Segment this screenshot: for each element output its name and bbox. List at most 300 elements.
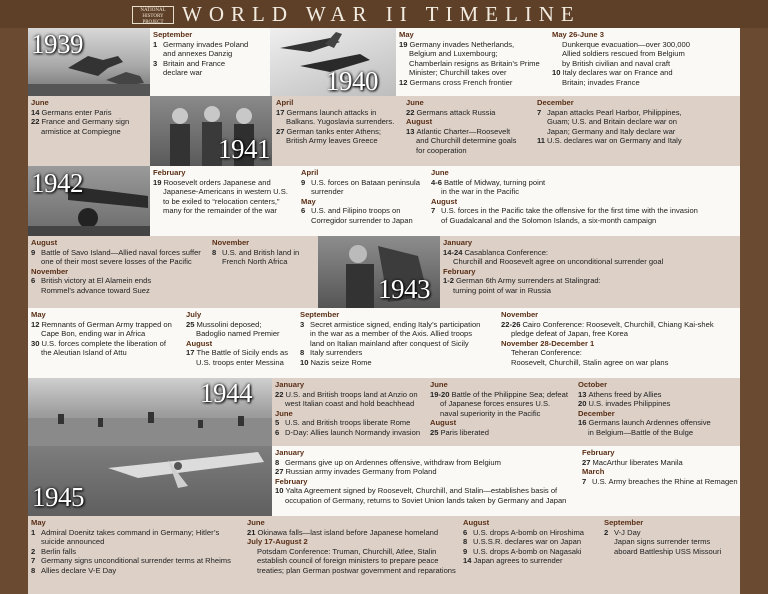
event-text: treaties; plan German postwar government and reparations [257, 565, 456, 575]
event-row [31, 566, 245, 576]
event-row [275, 458, 581, 468]
event-row [430, 399, 576, 409]
event-text: Germans enter Paris [41, 107, 112, 117]
event-date [247, 556, 257, 566]
event-row [31, 127, 149, 137]
event-row [186, 320, 298, 330]
event-text: turning point of war in Russia [453, 285, 551, 295]
event-date: 27 [275, 467, 284, 477]
event-row [275, 399, 429, 409]
event-block-1940-dunkerque [552, 30, 738, 88]
event-text: Remnants of German Army trapped on [41, 319, 172, 329]
event-text: Chamberlain resigns as Britain’s Prime [409, 58, 540, 68]
event-date: 6 [463, 527, 468, 537]
event-text: of Japanese forces ensures U.S. [440, 399, 551, 409]
event-text: Japanese-Americans in western U.S. [163, 187, 288, 197]
event-text: Minister; Churchill takes over [409, 68, 507, 78]
event-date: 10 [552, 68, 561, 78]
event-date [501, 358, 511, 368]
event-date: 9 [301, 177, 306, 187]
event-row [301, 216, 429, 226]
event-text: in the war in the Pacific [441, 187, 520, 197]
event-text: Admiral Doenitz takes command in Germany; Hitler’s [41, 527, 220, 537]
event-row [276, 127, 404, 137]
month-label: May [301, 196, 316, 206]
event-block-1943-nov [501, 310, 738, 368]
event-text: Roosevelt orders Japanese and [163, 177, 271, 187]
event-row [501, 320, 738, 330]
event-row [578, 418, 738, 428]
event-date [604, 537, 614, 547]
event-text: Germans cross French frontier [409, 77, 513, 87]
month-label: August [463, 518, 490, 527]
month-label: November [501, 310, 539, 319]
event-text: Potsdam Conference: Truman, Churchill, Atlee, Stalin [257, 546, 437, 556]
month-label: November [212, 238, 250, 247]
event-row [552, 68, 738, 78]
event-row [431, 206, 737, 216]
event-row [186, 358, 298, 368]
event-date: 10 [275, 486, 284, 496]
event-row [463, 528, 603, 538]
month-label: June [275, 408, 293, 418]
event-date: 22-26 [501, 319, 521, 329]
event-date: 17 [186, 348, 195, 358]
event-date [552, 40, 562, 50]
event-row [31, 286, 211, 296]
event-row [463, 547, 603, 557]
event-text: U.S. drops A-bomb on Hiroshima [473, 527, 584, 537]
month-label: July [186, 310, 202, 319]
month-label: May [399, 30, 414, 39]
month-label: January [275, 380, 305, 389]
event-date: 9 [31, 247, 36, 257]
event-date [247, 547, 257, 557]
event-date [537, 117, 547, 127]
event-text: Secret armistice signed, ending Italy’s participation [310, 319, 481, 329]
event-row [552, 49, 738, 59]
event-date [406, 136, 416, 146]
event-row [153, 40, 268, 50]
photo-1944 [28, 378, 272, 446]
event-text: MacArthur liberates Manila [592, 457, 683, 467]
event-date: 6 [275, 427, 280, 437]
event-row [501, 329, 738, 339]
month-label: January [443, 238, 473, 247]
event-row [186, 348, 298, 358]
event-text: Yalta Agreement signed by Roosevelt, Churchill, and Stalin—establishes basis of [285, 486, 558, 496]
event-row [31, 320, 185, 330]
event-date [406, 146, 416, 156]
event-row [399, 59, 549, 69]
event-date: 5 [275, 418, 280, 428]
event-date: 7 [431, 206, 436, 216]
year-label-1942: 1942 [31, 168, 83, 198]
event-date [31, 127, 41, 137]
event-row [399, 40, 549, 50]
event-row [275, 390, 429, 400]
event-row [604, 537, 738, 547]
event-date: 25 [186, 319, 195, 329]
event-row [153, 178, 299, 188]
month-label: May 26-June 3 [552, 30, 604, 39]
event-row [399, 49, 549, 59]
month-label: August [406, 117, 433, 127]
event-date [31, 348, 41, 358]
event-text: Paris liberated [440, 427, 489, 437]
event-date [31, 537, 41, 547]
event-date: 8 [463, 537, 468, 547]
event-row [443, 257, 737, 267]
event-date: 30 [31, 338, 40, 348]
event-row [443, 276, 737, 286]
event-date [186, 358, 196, 368]
event-text: in Belgium—Battle of the Bulge [588, 427, 694, 437]
event-date [247, 566, 257, 576]
event-date: 2 [604, 527, 609, 537]
event-row [430, 409, 576, 419]
event-row [186, 329, 298, 339]
event-date [153, 187, 163, 197]
year-label-1943: 1943 [378, 274, 430, 304]
event-text: U.S. Army breaches the Rhine at Remagen [592, 476, 738, 486]
month-label: May [31, 310, 46, 319]
event-row [31, 348, 185, 358]
month-label: November [31, 266, 69, 276]
event-block-1942-apr [301, 168, 429, 226]
event-date: 1-2 [443, 276, 454, 286]
event-text: U.S. drops A-bomb on Nagasaki [473, 546, 582, 556]
event-date [431, 187, 441, 197]
event-row [153, 68, 268, 78]
event-text: to be exiled to “relocation centers,” [163, 196, 280, 206]
event-row [578, 399, 738, 409]
event-date [276, 117, 286, 127]
event-row [300, 348, 500, 358]
event-text: Roosevelt, Churchill, Stalin agree on war plans [511, 357, 669, 367]
event-text: Battle of Midway, turning point [443, 177, 546, 187]
event-row [443, 286, 737, 296]
event-date: 25 [430, 427, 439, 437]
event-date [578, 428, 588, 438]
event-text: D-Day: Allies launch Normandy invasion [285, 427, 421, 437]
event-text: Germans launch attacks in [286, 107, 377, 117]
event-row [31, 339, 185, 349]
event-date [301, 216, 311, 226]
event-text: Teheran Conference: [511, 348, 582, 358]
month-label: February [153, 168, 186, 177]
event-block-1940-may [399, 30, 549, 88]
event-text: occupation of Germany, returns to Soviet Union lands taken by Germany and Japan [285, 495, 567, 505]
event-date [31, 329, 41, 339]
event-row [443, 248, 737, 258]
event-row [301, 187, 429, 197]
event-text: naval superiority in the Pacific [440, 408, 541, 418]
event-date: 8 [212, 247, 217, 257]
event-text: Mussolini deposed; [196, 319, 262, 329]
event-text: Germans attack Russia [416, 107, 496, 117]
event-date: 7 [537, 107, 542, 117]
month-label: April [276, 98, 294, 107]
event-row [153, 59, 268, 69]
event-text: Athens freed by Allies [588, 389, 662, 399]
event-date: 7 [31, 556, 36, 566]
event-text: Dunkerque evacuation—over 300,000 [562, 39, 690, 49]
event-text: Churchill and Roosevelt agree on unconditional surrender goal [453, 257, 664, 267]
event-date [300, 339, 310, 349]
event-text: establish council of foreign ministers to prepare peace [257, 556, 439, 566]
event-row [31, 108, 149, 118]
event-text: by British civilian and naval craft [562, 58, 671, 68]
event-date: 13 [578, 389, 587, 399]
event-text: Atlantic Charter—Roosevelt [416, 126, 511, 136]
month-label: February [275, 476, 308, 486]
event-text: armistice at Compiegne [41, 126, 121, 136]
event-block-1945-jan [275, 448, 581, 506]
event-text: Germany invades Netherlands, [409, 39, 515, 49]
event-date [399, 59, 409, 69]
event-text: Russian army invades Germany from Poland [285, 467, 437, 477]
event-row [431, 187, 737, 197]
event-text: U.S. invades Philippines [588, 399, 671, 409]
event-block-1939-sep [153, 30, 268, 78]
event-text: U.S. and British land in [222, 247, 300, 257]
project-logo: NATIONAL HISTORY PROJECT [132, 6, 174, 24]
event-text: the Aleutian Island of Attu [41, 348, 127, 358]
event-row [153, 49, 268, 59]
event-date: 16 [578, 418, 587, 428]
event-row [276, 117, 404, 127]
month-label: June [430, 380, 448, 389]
event-date [399, 49, 409, 59]
event-text: Rommel’s advance toward Suez [41, 285, 150, 295]
event-row [153, 187, 299, 197]
month-label: April [301, 168, 319, 177]
event-row [276, 136, 404, 146]
event-row [463, 537, 603, 547]
event-date: 19 [153, 177, 162, 187]
event-block-1944-jan [275, 380, 429, 438]
event-date: 17 [276, 107, 285, 117]
event-date: 2 [31, 546, 36, 556]
month-label: May [31, 518, 46, 527]
event-date [552, 49, 562, 59]
event-date: 11 [537, 136, 546, 146]
month-label: December [578, 408, 615, 418]
event-date: 7 [582, 476, 587, 486]
event-row [552, 59, 738, 69]
event-text: U.S. forces on Bataan peninsula [311, 177, 420, 187]
event-text: U.S. and British troops liberate Rome [285, 418, 411, 428]
event-text: pledge defeat of Japan, free Korea [511, 329, 628, 339]
event-block-1945-jun [247, 518, 461, 576]
event-date [276, 136, 286, 146]
event-row [431, 216, 737, 226]
event-row [212, 248, 316, 258]
event-text: Battle of the Philippine Sea; defeat [451, 389, 568, 399]
event-date: 22 [31, 117, 40, 127]
event-text: Britain; invades France [562, 77, 640, 87]
event-date: 12 [31, 319, 40, 329]
event-text: one of their most severe losses of the Pacific [41, 257, 192, 267]
event-row [501, 348, 738, 358]
event-date: 8 [31, 565, 36, 575]
month-label: June [406, 98, 424, 107]
event-date: 3 [300, 319, 305, 329]
event-text: Badoglio named Premier [196, 329, 280, 339]
event-row [31, 528, 245, 538]
event-row [300, 320, 500, 330]
event-row [399, 68, 549, 78]
event-text: U.S. troops enter Messina [196, 357, 284, 367]
event-date: 22 [275, 389, 284, 399]
event-text: Germany invades Poland [163, 39, 249, 49]
event-text: Belgium and Luxembourg; [409, 49, 498, 59]
event-date: 10 [300, 357, 309, 367]
event-text: Germans give up on Ardennes offensive, withdraw from Belgium [285, 457, 501, 467]
event-row [406, 127, 534, 137]
event-row [275, 496, 581, 506]
event-row [247, 547, 461, 557]
event-row [430, 390, 576, 400]
event-date: 6 [301, 206, 306, 216]
event-date: 3 [153, 58, 158, 68]
event-row [275, 467, 581, 477]
event-row [301, 206, 429, 216]
event-row [604, 528, 738, 538]
event-row [537, 136, 737, 146]
event-row [463, 556, 603, 566]
event-block-1940-jun [31, 98, 149, 136]
event-date: 1 [31, 527, 36, 537]
event-date [275, 496, 285, 506]
event-date [153, 49, 163, 59]
event-row [406, 108, 534, 118]
photo-1943 [318, 236, 440, 308]
event-date [212, 257, 222, 267]
event-block-1943-may [31, 310, 185, 358]
event-date: 19-20 [430, 389, 450, 399]
event-text: west Italian coast and hold beachhead [285, 399, 415, 409]
event-text: and Churchill determine goals [416, 136, 517, 146]
event-row [31, 257, 211, 267]
event-date [501, 348, 511, 358]
event-date: 4-6 [431, 177, 442, 187]
month-label: June [247, 518, 265, 527]
event-row [604, 547, 738, 557]
event-text: Berlin falls [41, 546, 77, 556]
event-block-1941-dec [537, 98, 737, 146]
month-label: March [582, 467, 605, 477]
event-row [153, 206, 299, 216]
event-date: 8 [300, 348, 305, 358]
event-block-1945-sep [604, 518, 738, 556]
event-row [552, 78, 738, 88]
event-date [301, 187, 311, 197]
event-row [431, 178, 737, 188]
event-row [31, 117, 149, 127]
event-date [604, 547, 614, 557]
event-block-1942-nov [212, 238, 316, 267]
event-date: 20 [578, 399, 587, 409]
event-text: The Battle of Sicily ends as [196, 348, 289, 358]
event-date [443, 257, 453, 267]
month-label: June [431, 168, 449, 177]
event-date [186, 329, 196, 339]
month-label: August [186, 338, 213, 348]
event-date [153, 68, 163, 78]
event-date [399, 68, 409, 78]
event-date: 22 [406, 107, 415, 117]
month-label: August [31, 238, 58, 247]
event-row [31, 329, 185, 339]
event-text: U.S.S.R. declares war on Japan [473, 537, 582, 547]
event-text: Japan agrees to surrender [473, 556, 563, 566]
event-text: Italy declares war on France and [562, 68, 673, 78]
event-text: France and Germany sign [41, 117, 130, 127]
event-text: Germans launch Ardennes offensive [588, 418, 711, 428]
page-title: WORLD WAR II TIMELINE [182, 2, 581, 26]
event-text: Japan attacks Pearl Harbor, Philippines, [547, 107, 682, 117]
event-row [31, 547, 245, 557]
event-block-1943-jan [443, 238, 737, 296]
event-date: 14-24 [443, 247, 463, 257]
event-block-1942-jun [431, 168, 737, 226]
event-row [300, 329, 500, 339]
event-date: 14 [31, 107, 40, 117]
event-date: 9 [463, 546, 468, 556]
photo-1941 [150, 96, 272, 166]
event-block-1941-apr [276, 98, 404, 146]
event-row [276, 108, 404, 118]
event-block-1944-oct [578, 380, 738, 438]
event-date [431, 216, 441, 226]
event-text: Allied soldiers rescued from Belgium [562, 49, 685, 59]
event-block-1945-may [31, 518, 245, 576]
event-text: British Army leaves Greece [286, 136, 378, 146]
event-row [406, 146, 534, 156]
event-text: British victory at El Alamein ends [41, 276, 152, 286]
event-text: U.S. declares war on Germany and Italy [547, 136, 682, 146]
event-date: 19 [399, 39, 408, 49]
event-block-1942-feb [153, 168, 299, 216]
event-row [301, 178, 429, 188]
event-row [31, 537, 245, 547]
month-label: October [578, 380, 608, 389]
event-row [430, 428, 576, 438]
event-date: 14 [463, 556, 472, 566]
event-block-1945-feb [582, 448, 738, 486]
event-text: Cape Bon, ending war in Africa [41, 329, 146, 339]
event-date: 8 [275, 457, 280, 467]
event-row [275, 486, 581, 496]
month-label: September [153, 30, 193, 39]
event-text: many for the remainder of the war [163, 206, 277, 216]
event-row [31, 556, 245, 566]
event-row [582, 477, 738, 487]
event-date [300, 329, 310, 339]
year-label-1939: 1939 [31, 29, 83, 59]
event-row [153, 197, 299, 207]
event-block-1942-aug [31, 238, 211, 296]
event-text: of Guadalcanal and the Solomon Islands, a six-month campaign [441, 215, 657, 225]
event-date [31, 257, 41, 267]
event-text: V-J Day [614, 527, 641, 537]
event-date [430, 409, 440, 419]
event-row [582, 458, 738, 468]
event-text: German tanks enter Athens; [286, 126, 382, 136]
event-block-1944-jun [430, 380, 576, 438]
